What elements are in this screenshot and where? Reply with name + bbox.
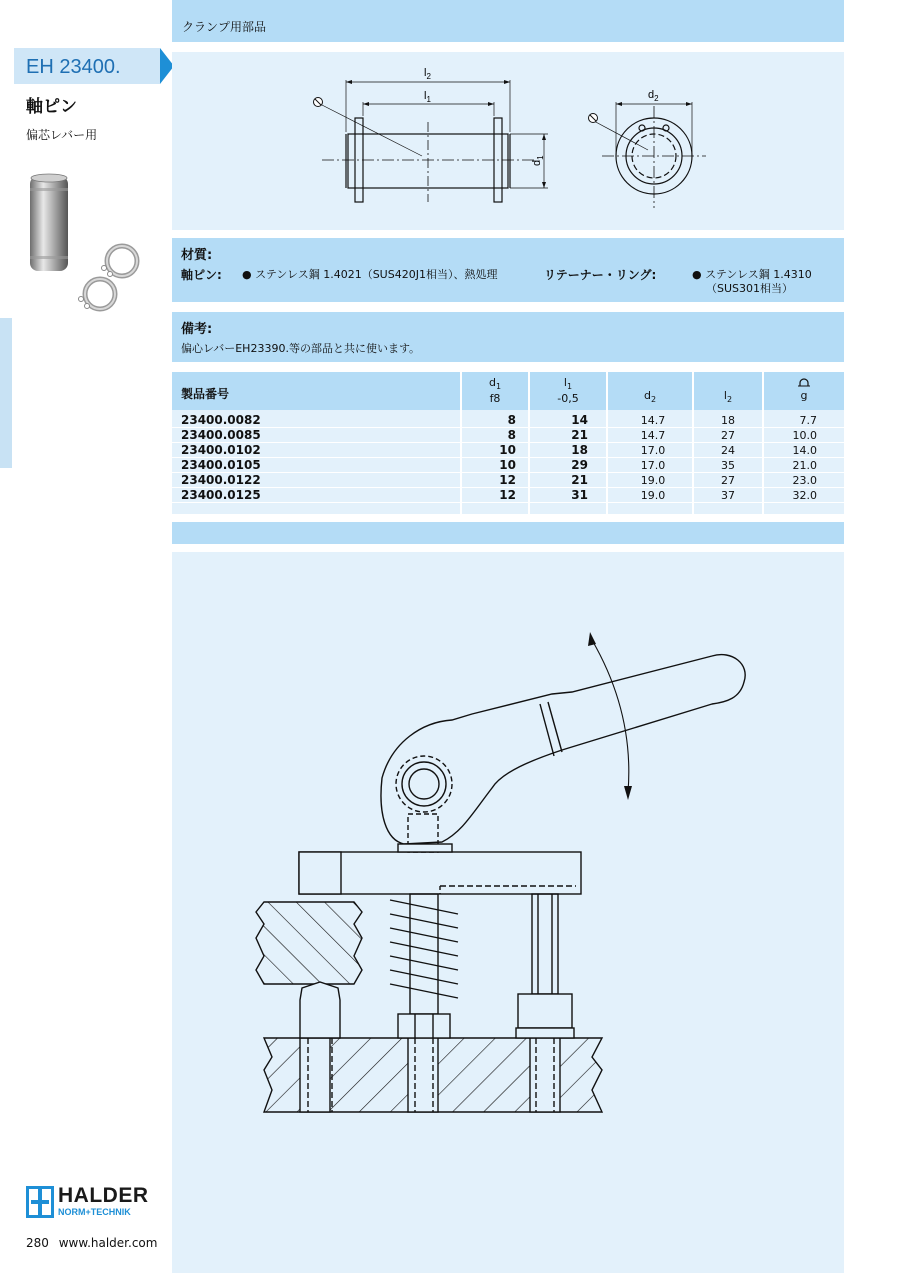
cell-d1: 8 bbox=[507, 413, 516, 427]
material-ring-value: ● ステンレス鋼 1.4310 bbox=[692, 268, 812, 281]
cell-d1: 12 bbox=[499, 488, 516, 502]
stud bbox=[410, 894, 438, 1014]
cell-d1: 10 bbox=[499, 458, 516, 472]
cell-l2: 27 bbox=[721, 429, 735, 442]
cell-part-number: 23400.0085 bbox=[181, 428, 261, 442]
cell-l1: 21 bbox=[571, 473, 588, 487]
support-screw bbox=[532, 894, 558, 994]
product-subtitle: 偏芯レバー用 bbox=[26, 128, 98, 142]
material-ring-label: リテーナー・リング: bbox=[544, 268, 657, 282]
cell-l1: 14 bbox=[571, 413, 588, 427]
cell-d2: 19.0 bbox=[640, 474, 666, 487]
column-header-weight: g bbox=[764, 378, 844, 402]
column-header-d2: $d_2$ bbox=[643, 389, 657, 405]
cell-d2: 14.7 bbox=[640, 429, 666, 442]
cell-l1: 31 bbox=[571, 488, 588, 502]
cell-weight: 7.7 bbox=[799, 414, 817, 427]
separator-bar bbox=[172, 522, 844, 544]
eccentric-lever bbox=[381, 655, 745, 844]
cell-part-number: 23400.0122 bbox=[181, 473, 261, 487]
side-color-bar bbox=[0, 318, 12, 468]
product-title: 軸ピン bbox=[26, 97, 77, 117]
cell-l2: 35 bbox=[721, 459, 735, 472]
nut bbox=[398, 1014, 450, 1038]
surface-symbol-icon bbox=[314, 98, 323, 107]
cell-d2: 19.0 bbox=[640, 489, 666, 502]
material-heading: 材質: bbox=[181, 248, 213, 263]
cell-l2: 37 bbox=[721, 489, 735, 502]
cell-l1: 18 bbox=[571, 443, 588, 457]
cell-d1: 10 bbox=[499, 443, 516, 457]
technical-drawing bbox=[172, 52, 844, 230]
cell-weight: 23.0 bbox=[792, 474, 817, 487]
cell-part-number: 23400.0082 bbox=[181, 413, 261, 427]
surface-symbol-icon bbox=[589, 114, 598, 123]
retaining-ring-image bbox=[79, 279, 116, 309]
column-header-d1: $d_1$ f8 bbox=[488, 376, 502, 406]
application-drawing bbox=[172, 552, 844, 1273]
dim-label-d2: $d_2$ bbox=[648, 89, 659, 103]
cell-weight: 10.0 bbox=[792, 429, 817, 442]
halder-logo-icon bbox=[26, 1186, 54, 1218]
material-pin-label: 軸ピン: bbox=[181, 268, 222, 282]
category-bar bbox=[172, 0, 844, 42]
weight-icon bbox=[798, 378, 810, 387]
cell-weight: 32.0 bbox=[792, 489, 817, 502]
footer bbox=[26, 1236, 157, 1250]
table-row bbox=[172, 473, 844, 488]
website-link[interactable]: www.halder.com bbox=[58, 1236, 158, 1250]
cell-l2: 27 bbox=[721, 474, 735, 487]
category-title: クランプ用部品 bbox=[182, 20, 267, 34]
column-header-l1: $l_1$ -0,5 bbox=[557, 376, 579, 406]
dim-label-l2: $l_2$ bbox=[424, 67, 431, 81]
cell-l2: 24 bbox=[721, 444, 735, 457]
table-row bbox=[172, 413, 844, 428]
retaining-ring-image bbox=[102, 246, 138, 277]
cell-d2: 17.0 bbox=[640, 444, 666, 457]
cell-weight: 21.0 bbox=[792, 459, 817, 472]
note-heading: 備考: bbox=[181, 322, 213, 337]
cell-l1: 29 bbox=[571, 458, 588, 472]
cell-part-number: 23400.0105 bbox=[181, 458, 261, 472]
cell-d2: 14.7 bbox=[640, 414, 666, 427]
column-header-part-number: 製品番号 bbox=[181, 387, 230, 401]
logo-tagline: NORM+TECHNIK bbox=[58, 1207, 131, 1217]
left-support bbox=[300, 982, 340, 1038]
cell-part-number: 23400.0125 bbox=[181, 488, 261, 502]
cell-part-number: 23400.0102 bbox=[181, 443, 261, 457]
cell-weight: 14.0 bbox=[792, 444, 817, 457]
table-row bbox=[172, 428, 844, 443]
material-ring-value-equivalent: （SUS301相当） bbox=[706, 282, 794, 295]
workpiece bbox=[256, 902, 362, 984]
page-number: 280 bbox=[26, 1236, 49, 1250]
support-nut bbox=[518, 994, 572, 1028]
cell-d2: 17.0 bbox=[640, 459, 666, 472]
table-row bbox=[172, 458, 844, 473]
cell-d1: 8 bbox=[507, 428, 516, 442]
table-row bbox=[172, 488, 844, 503]
product-reference: EH 23400. bbox=[26, 56, 121, 78]
dim-label-l1: $l_1$ bbox=[424, 90, 431, 104]
dim-label-d1: $d_1$ bbox=[531, 155, 545, 166]
product-photo bbox=[18, 166, 164, 316]
cell-l2: 18 bbox=[721, 414, 735, 427]
material-pin-value: ● ステンレス鋼 1.4021（SUS420J1相当）、熱処理 bbox=[242, 268, 498, 281]
table-row bbox=[172, 443, 844, 458]
cell-l1: 21 bbox=[571, 428, 588, 442]
cell-d1: 12 bbox=[499, 473, 516, 487]
logo-name: HALDER bbox=[58, 1184, 149, 1207]
note-text: 偏心レバーEH23390.等の部品と共に使います。 bbox=[181, 342, 421, 355]
column-header-l2: $l_2$ bbox=[723, 389, 733, 405]
